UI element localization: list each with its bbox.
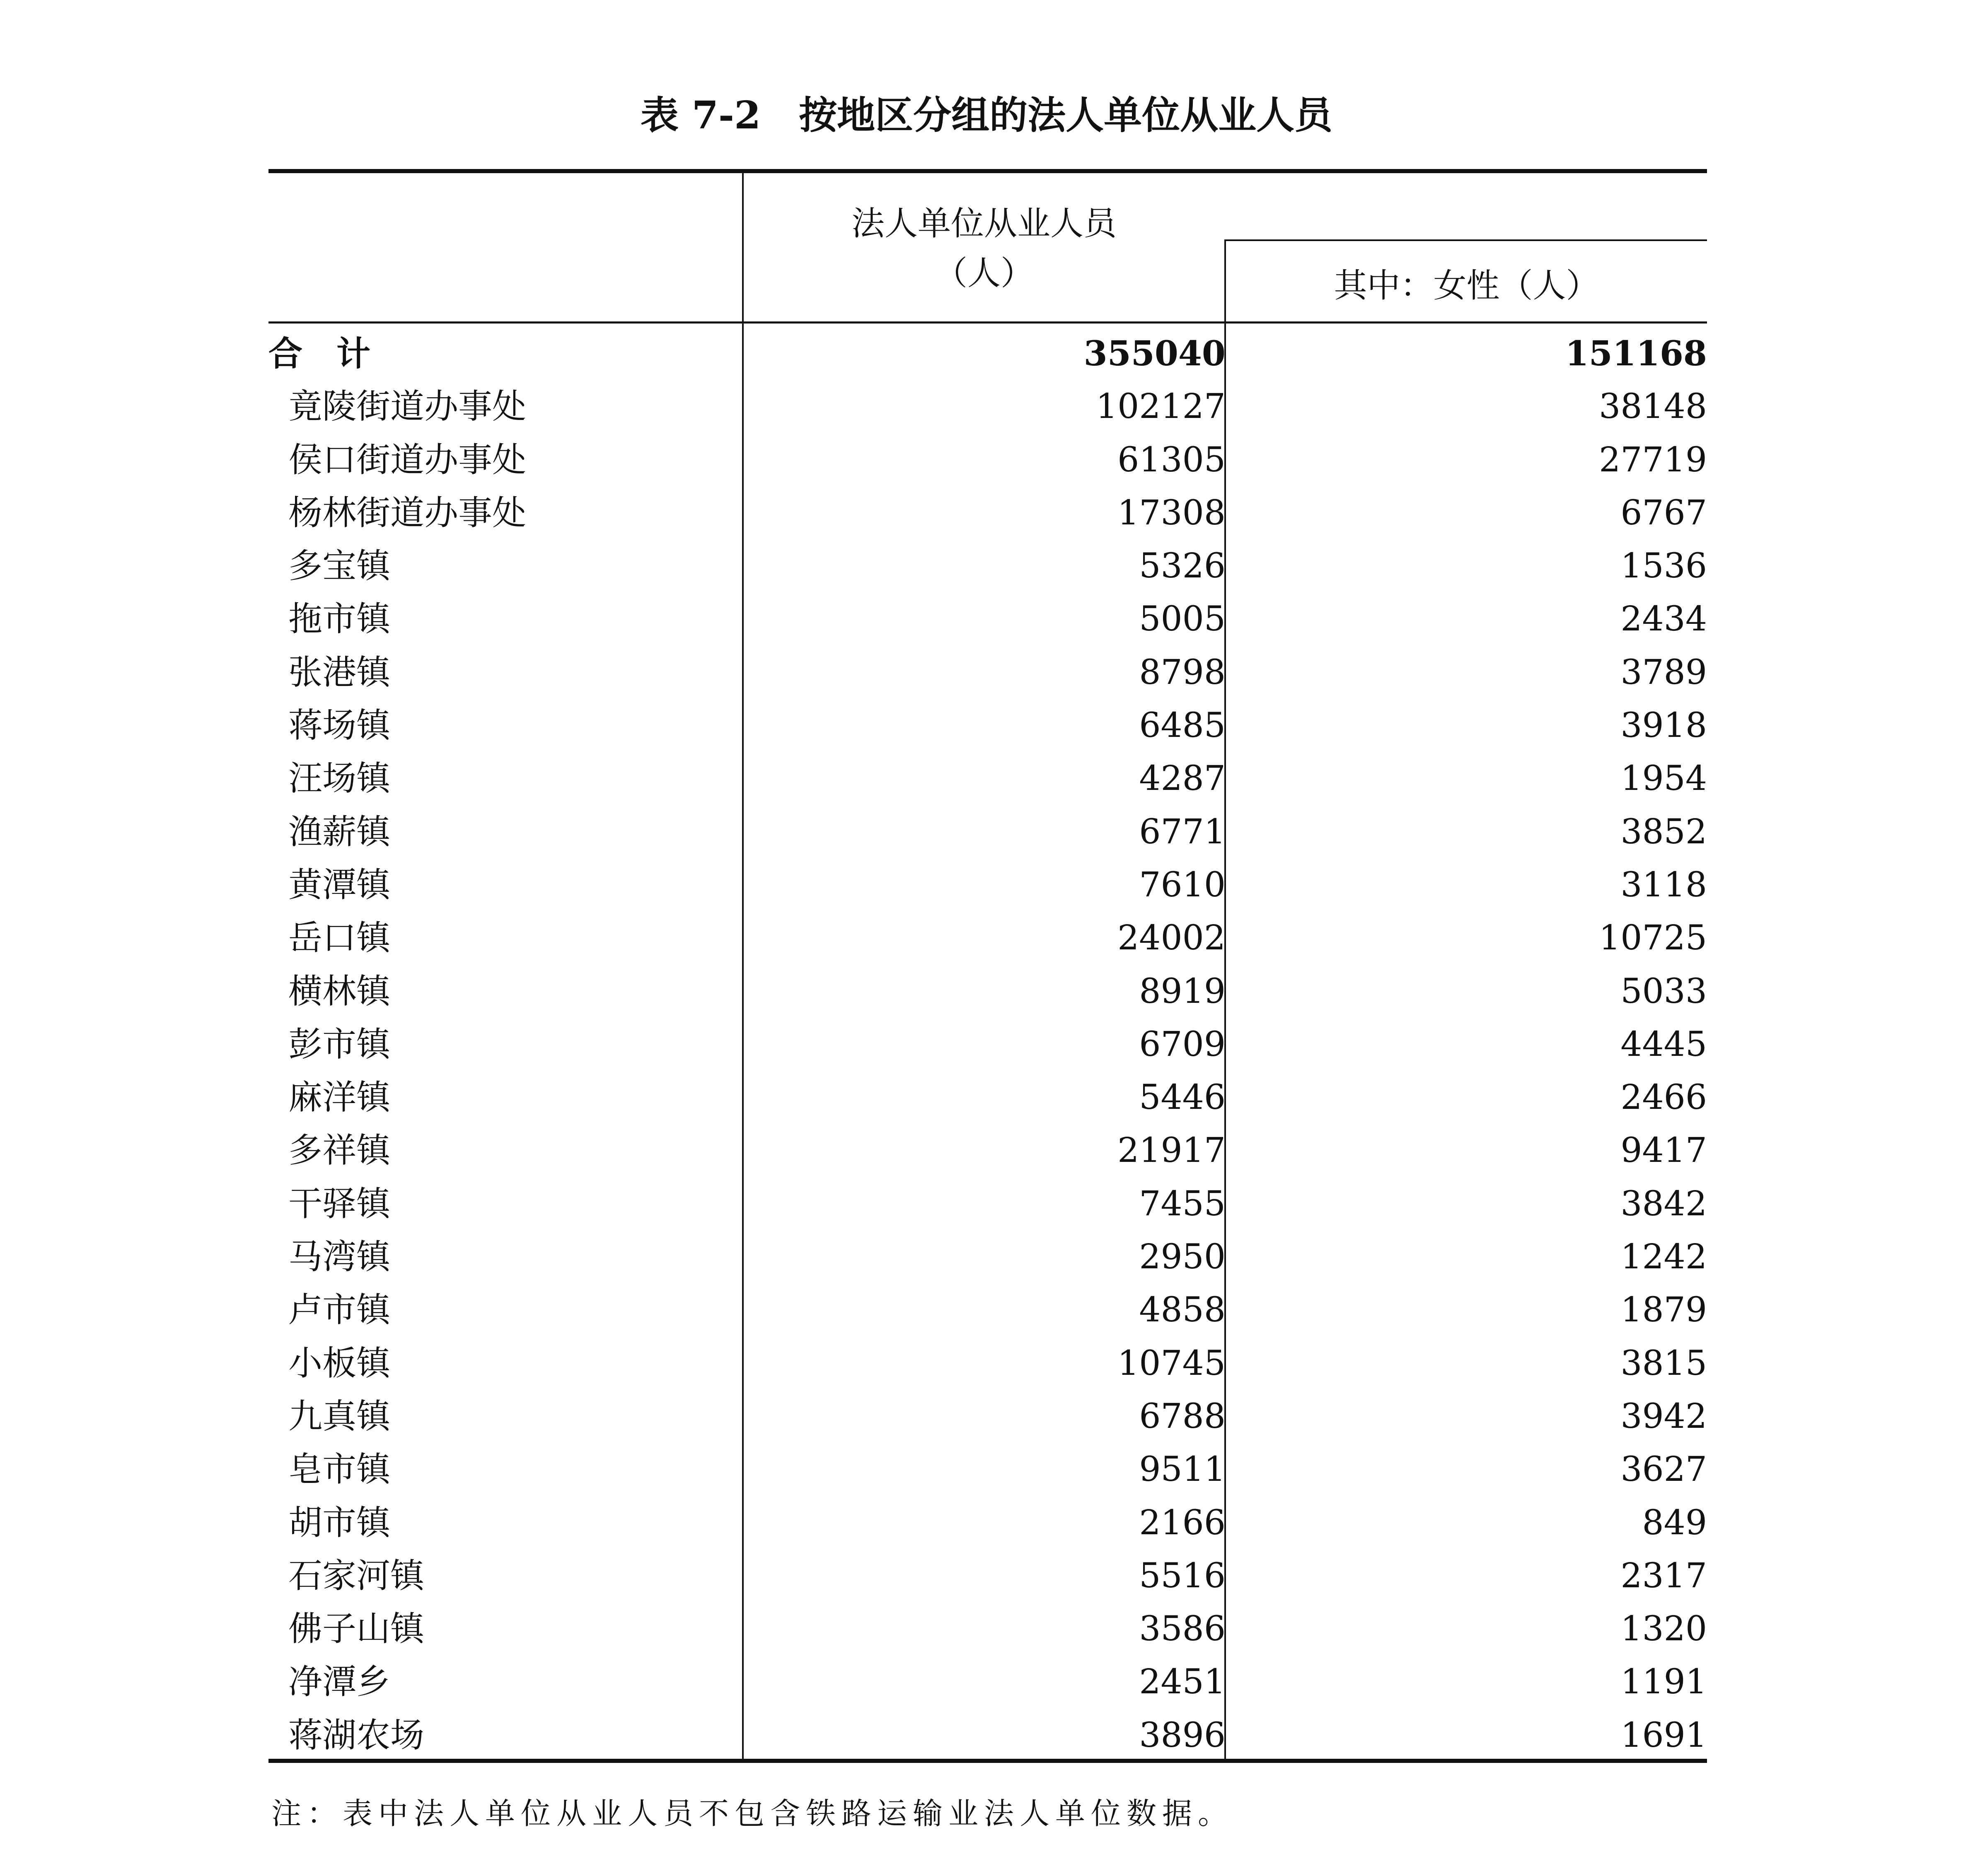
employees-value: 24002	[1117, 918, 1226, 958]
table-body	[268, 327, 1707, 1762]
table-row	[268, 1337, 1707, 1390]
employees-value: 3896	[1139, 1715, 1226, 1755]
female-employees-value: 6767	[1620, 493, 1707, 533]
table-row	[268, 1497, 1707, 1550]
column-header-employees	[744, 199, 1224, 298]
table-row	[268, 1550, 1707, 1603]
region-name: 蒋场镇	[288, 706, 391, 746]
table-row	[268, 1443, 1707, 1496]
region-name: 多宝镇	[288, 546, 391, 586]
region-name: 张港镇	[288, 652, 391, 692]
table-row	[268, 1709, 1707, 1762]
employees-value: 7455	[1139, 1184, 1226, 1224]
region-name: 合 计	[268, 334, 371, 374]
table-row	[268, 965, 1707, 1018]
table-row	[268, 699, 1707, 752]
female-employees-value: 3789	[1620, 652, 1707, 692]
employees-value: 8919	[1139, 971, 1226, 1011]
female-employees-value: 2434	[1620, 599, 1707, 639]
employees-value: 10745	[1117, 1343, 1226, 1383]
employees-value: 9511	[1139, 1450, 1226, 1490]
female-employees-value: 1320	[1620, 1609, 1707, 1649]
employees-value: 2166	[1139, 1503, 1226, 1543]
table-title: 表 7-2 按地区分组的法人单位从业人员	[640, 93, 1333, 138]
table-row	[268, 1018, 1707, 1071]
table-row	[268, 1284, 1707, 1337]
column-header-employees-unit: （人）	[934, 254, 1034, 292]
region-name: 麻洋镇	[288, 1078, 391, 1118]
employees-value: 5446	[1139, 1078, 1226, 1118]
table-row	[268, 1071, 1707, 1124]
female-employees-value: 151168	[1565, 334, 1707, 374]
table-row	[268, 487, 1707, 540]
table-row	[268, 806, 1707, 859]
table-row	[268, 540, 1707, 593]
region-name: 渔薪镇	[288, 812, 391, 852]
female-employees-value: 2317	[1620, 1556, 1707, 1596]
region-name: 小板镇	[288, 1343, 391, 1383]
table-row	[268, 1656, 1707, 1709]
table-row	[268, 380, 1707, 433]
employees-value: 4287	[1139, 759, 1226, 799]
header-rule	[268, 321, 1707, 324]
table-row	[268, 912, 1707, 965]
region-name: 侯口街道办事处	[288, 440, 527, 480]
region-name: 干驿镇	[288, 1184, 391, 1224]
region-name: 石家河镇	[288, 1556, 425, 1596]
female-employees-value: 3815	[1620, 1343, 1707, 1383]
female-employees-value: 1954	[1620, 759, 1707, 799]
employees-value: 3586	[1139, 1609, 1226, 1649]
employees-value: 8798	[1139, 652, 1226, 692]
table-row	[268, 593, 1707, 646]
female-employees-value: 10725	[1599, 918, 1707, 958]
employees-value: 4858	[1139, 1290, 1226, 1330]
region-name: 多祥镇	[288, 1131, 391, 1171]
table-row	[268, 1390, 1707, 1443]
region-name: 胡市镇	[288, 1503, 391, 1543]
region-name: 黄潭镇	[288, 865, 391, 905]
employees-value: 5516	[1139, 1556, 1226, 1596]
bottom-rule	[268, 1759, 1707, 1763]
employees-value: 21917	[1117, 1131, 1226, 1171]
female-employees-value: 5033	[1620, 971, 1707, 1011]
employees-value: 2950	[1139, 1237, 1226, 1277]
table-row	[268, 1178, 1707, 1231]
employees-value: 102127	[1095, 387, 1226, 427]
employees-value: 2451	[1139, 1662, 1226, 1702]
region-name: 汪场镇	[288, 759, 391, 799]
table-row	[268, 752, 1707, 805]
employees-value: 17308	[1117, 493, 1226, 533]
female-employees-value: 3118	[1620, 865, 1707, 905]
region-name: 净潭乡	[288, 1662, 391, 1702]
female-employees-value: 38148	[1599, 387, 1707, 427]
region-name: 马湾镇	[288, 1237, 391, 1277]
table-row	[268, 646, 1707, 699]
column-header-employees-label: 法人单位从业人员	[851, 204, 1117, 243]
female-employees-value: 1536	[1620, 546, 1707, 586]
table-row	[268, 859, 1707, 912]
region-name: 彭市镇	[288, 1024, 391, 1064]
region-name: 岳口镇	[288, 918, 391, 958]
region-name: 皂市镇	[288, 1450, 391, 1490]
female-employees-value: 3942	[1620, 1396, 1707, 1436]
column-header-female: 其中：女性（人）	[1334, 266, 1599, 305]
female-employees-value: 1879	[1620, 1290, 1707, 1330]
top-rule	[268, 169, 1707, 173]
female-employees-value: 3842	[1620, 1184, 1707, 1224]
female-employees-value: 1242	[1620, 1237, 1707, 1277]
table-row	[268, 434, 1707, 487]
female-employees-value: 27719	[1599, 440, 1707, 480]
female-employees-value: 1191	[1620, 1662, 1707, 1702]
female-employees-value: 1691	[1620, 1715, 1707, 1755]
table-row	[268, 1231, 1707, 1284]
employees-value: 355040	[1083, 334, 1226, 374]
female-employees-value: 9417	[1620, 1131, 1707, 1171]
region-name: 佛子山镇	[288, 1609, 425, 1649]
region-name: 蒋湖农场	[288, 1715, 425, 1755]
subheader-rule	[1226, 239, 1707, 241]
table-row	[268, 1603, 1707, 1656]
region-name: 杨林街道办事处	[288, 493, 527, 533]
employees-value: 5326	[1139, 546, 1226, 586]
table-row-total	[268, 327, 1707, 380]
region-name: 卢市镇	[288, 1290, 391, 1330]
employees-value: 6788	[1139, 1396, 1226, 1436]
employees-value: 6709	[1139, 1024, 1226, 1064]
female-employees-value: 4445	[1620, 1024, 1707, 1064]
employees-value: 7610	[1139, 865, 1226, 905]
region-name: 横林镇	[288, 971, 391, 1011]
region-name: 九真镇	[288, 1396, 391, 1436]
employees-value: 61305	[1117, 440, 1226, 480]
employees-value: 6485	[1139, 706, 1226, 746]
female-employees-value: 2466	[1620, 1078, 1707, 1118]
female-employees-value: 3627	[1620, 1450, 1707, 1490]
employees-value: 5005	[1139, 599, 1226, 639]
table-row	[268, 1124, 1707, 1177]
region-name: 竟陵街道办事处	[288, 387, 527, 427]
employees-value: 6771	[1139, 812, 1226, 852]
female-employees-value: 3852	[1620, 812, 1707, 852]
table-note: 注：表中法人单位从业人员不包含铁路运输业法人单位数据。	[271, 1796, 1234, 1831]
region-name: 拖市镇	[288, 599, 391, 639]
female-employees-value: 849	[1642, 1503, 1707, 1543]
female-employees-value: 3918	[1620, 706, 1707, 746]
